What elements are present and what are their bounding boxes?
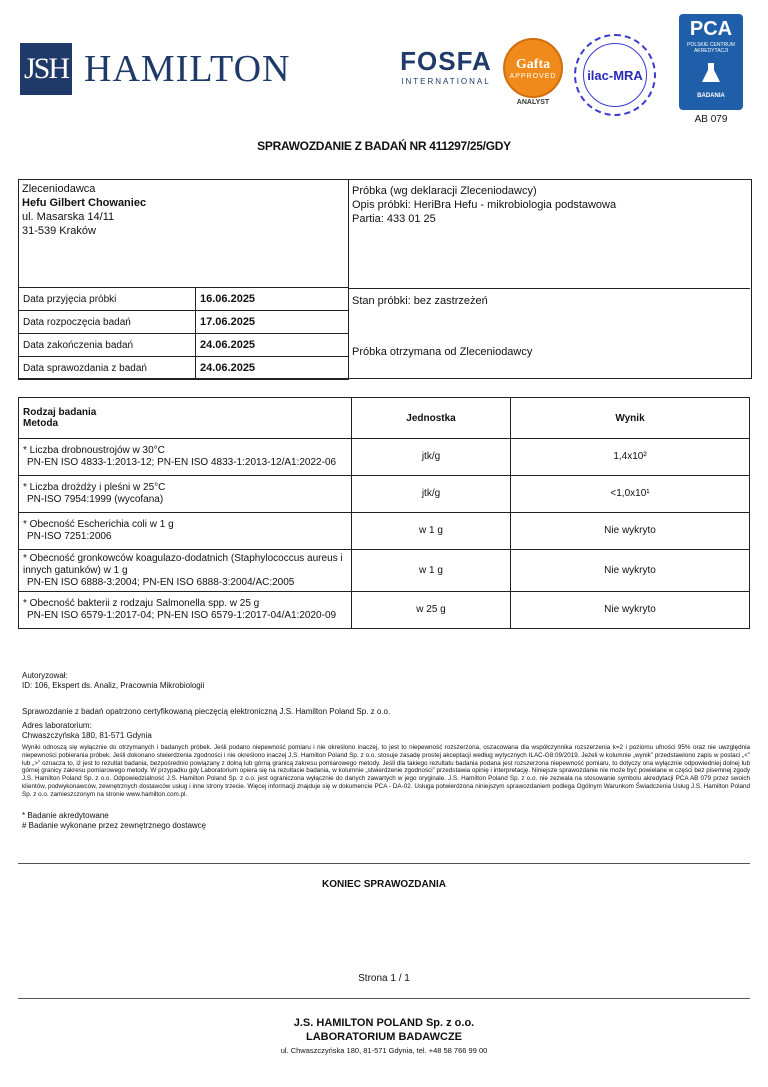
- header-unit: Jednostka: [352, 398, 511, 439]
- date-value: 17.06.2025: [196, 311, 349, 334]
- result-cell: 1,4x10²: [511, 439, 750, 476]
- flask-icon: [698, 60, 724, 86]
- test-name: * Obecność gronkowców koagulazo-dodatnich (Staphylococcus aureus i innych gatunków) w 1 g: [23, 552, 343, 576]
- date-label: Data rozpoczęcia badań: [19, 311, 196, 334]
- table-row: [19, 550, 750, 592]
- header-method-label: Metoda: [23, 418, 58, 429]
- test-method: PN-ISO 7954:1999 (wycofana): [27, 494, 164, 505]
- results-header-row: [19, 398, 750, 439]
- sample-received-from: Próbka otrzymana od Zleceniodawcy: [352, 346, 533, 358]
- result-cell: Nie wykryto: [511, 592, 750, 629]
- test-method: PN-EN ISO 4833-1:2013-12; PN-EN ISO 4833-1:2013-12/A1:2022-06: [27, 457, 337, 468]
- result-cell: Nie wykryto: [511, 513, 750, 550]
- table-row: [19, 513, 750, 550]
- date-value: 16.06.2025: [196, 288, 349, 311]
- ilac-mra-logo: [574, 34, 656, 116]
- test-method: PN-EN ISO 6579-1:2017-04; PN-EN ISO 6579-1:2017-04/A1:2020-09: [27, 610, 337, 621]
- page-number: Strona 1 / 1: [358, 973, 410, 984]
- unit-cell: w 1 g: [352, 550, 511, 592]
- lab-address-label: Adres laboratorium:: [22, 721, 92, 730]
- client-name: Hefu Gilbert Chowaniec: [22, 197, 147, 209]
- header-result: Wynik: [511, 398, 750, 439]
- test-cell: [19, 476, 352, 513]
- test-name: * Obecność Escherichia coli w 1 g: [23, 519, 174, 530]
- pca-subtitle: POLSKIE CENTRUM AKREDYTACJI: [687, 42, 735, 54]
- client-street: ul. Masarska 14/11: [22, 211, 115, 223]
- signature-note: Sprawozdanie z badań opatrzono certyfikowaną pieczęcią elektroniczną J.S. Hamilton Poland Sp. z o.o.: [22, 707, 391, 716]
- date-label: Data sprawozdania z badań: [19, 357, 196, 380]
- unit-cell: w 1 g: [352, 513, 511, 550]
- result-cell: <1,0x10¹: [511, 476, 750, 513]
- test-cell: [19, 592, 352, 629]
- authorized-by: ID: 106, Ekspert ds. Analiz, Pracownia Mikrobiologii: [22, 681, 205, 690]
- end-of-report: KONIEC SPRAWOZDANIA: [322, 879, 446, 890]
- disclaimer: Wyniki odnoszą się wyłącznie do otrzymanych i badanych próbek. Jeśli podano niepewność pomiaru i nie określono inaczej, to jest to niepewność rozszerzona, oszacowana dla współczynnika rozszerzenia k=2 i poziomu ufności 95% oraz nie uwzględnia niepewności pobierania próbek. Jeśli dokonano stwierdzenia zgodności i nie określono inaczej J.S. Hamilton Poland Sp. z o.o. stosuje zasadę prostej akceptacji według wytycznych ILAC-G8:09/2019. Jeżeli w kolumnie „wynik” przedstawiono zapis w postaci „<” lub „>” oznacza to, iż jest to rezultat badania, bezpośrednio powiązany z dolną lub górną granicą zakresu pomiarowego metody. Jeśli dla takiego rezultatu badania podana jest rozszerzona niepewność pomiaru, to dotyczy ona wyłącznie odpowiedniej dolnej lub górnej granicy zakresu pomiarowego metody. W przypadku gdy Laboratorium opiera się na rezultacie badania, w kolumnie „stwierdzenie zgodności” przedstawia opinię i interpretację. Niniejsze sprawozdanie nie może być powielane w części bez pisemnej zgody J.S. Hamilton Poland Sp. z o.o. Odpowiedzialność J.S. Hamilton Poland Sp. z o.o. jest ograniczona wyłącznie do danych zawartych w jego oryginale. J.S. Hamilton Poland Sp. z o.o. nie zezwala na stosowanie symbolu akredytacji PCA AB 079 przez swoich klientów, podwykonawców, zewnętrznych dostawców usług i inne strony trzecie. Więcej informacji znajduje się w dokumencie PCA - DA-02. Usługa potwierdzona niniejszym sprawozdaniem podlega Ogólnym Warunkom Świadczenia Usług J.S. Hamilton Poland Sp. z o.o. zamieszczonym na stronie www.hamilton.com.pl.: [22, 744, 750, 798]
- gafta-approved: APPROVED: [509, 72, 557, 80]
- date-row: [19, 288, 349, 311]
- sample-batch: Partia: 433 01 25: [352, 213, 436, 225]
- table-row: [19, 439, 750, 476]
- date-row: [19, 334, 349, 357]
- table-row: [19, 476, 750, 513]
- divider: [18, 998, 750, 999]
- note-accredited: * Badanie akredytowane: [22, 811, 109, 820]
- test-name: * Liczba drobnoustrojów w 30°C: [23, 445, 165, 456]
- gafta-analyst: ANALYST: [516, 99, 550, 106]
- date-value: 24.06.2025: [196, 334, 349, 357]
- report-title: SPRAWOZDANIE Z BADAŃ NR 411297/25/GDY: [257, 139, 511, 153]
- fosfa-subtitle: INTERNATIONAL: [401, 77, 491, 86]
- header-test-type: [19, 398, 352, 439]
- test-cell: [19, 550, 352, 592]
- result-cell: Nie wykryto: [511, 550, 750, 592]
- test-method: PN-EN ISO 6888-3:2004; PN-EN ISO 6888-3:2004/AC:2005: [27, 576, 295, 588]
- gafta-name: Gafta: [515, 56, 551, 72]
- sample-description: Opis próbki: HeriBra Hefu - mikrobiologia podstawowa: [352, 199, 617, 211]
- date-label: Data przyjęcia próbki: [19, 288, 196, 311]
- dates-table: [18, 287, 349, 380]
- ilac-mra-text: ilac-MRA: [583, 43, 647, 107]
- test-name: * Liczba drożdży i pleśni w 25°C: [23, 482, 166, 493]
- authorized-label: Autoryzował:: [22, 671, 68, 680]
- gafta-badge: [503, 38, 563, 98]
- note-external: # Badanie wykonane przez zewnętrznego dostawcę: [22, 821, 207, 830]
- company-footer: [0, 1016, 768, 1044]
- hamilton-logo: [20, 40, 310, 98]
- test-name: * Obecność bakterii z rodzaju Salmonella spp. w 25 g: [23, 598, 260, 609]
- accreditation-number: AB 079: [694, 114, 728, 125]
- sample-block: [352, 184, 747, 226]
- unit-cell: jtk/g: [352, 439, 511, 476]
- date-row: [19, 357, 349, 380]
- date-label: Data zakończenia badań: [19, 334, 196, 357]
- jsh-monogram: JSH: [20, 43, 72, 95]
- date-row: [19, 311, 349, 334]
- sample-label: Próbka (wg deklaracji Zleceniodawcy): [352, 185, 537, 197]
- date-value: 24.06.2025: [196, 357, 349, 380]
- pca-logo: [679, 14, 743, 110]
- test-method: PN-ISO 7251:2006: [27, 531, 112, 542]
- company-name: J.S. HAMILTON POLAND Sp. z o.o.: [293, 1017, 475, 1029]
- test-cell: [19, 513, 352, 550]
- client-city: 31-539 Kraków: [22, 225, 96, 237]
- unit-cell: jtk/g: [352, 476, 511, 513]
- divider: [18, 863, 750, 864]
- header-test-type-label: Rodzaj badania: [23, 407, 97, 418]
- sample-condition: Stan próbki: bez zastrzeżeń: [352, 295, 488, 307]
- pca-title: PCA: [689, 18, 733, 40]
- pca-badania: BADANIA: [697, 93, 725, 99]
- client-block: [22, 182, 342, 238]
- company-wordmark: HAMILTON: [84, 48, 291, 90]
- lab-address: Chwaszczyńska 180, 81-571 Gdynia: [22, 731, 152, 740]
- box-divider-horizontal: [349, 288, 750, 289]
- client-label: Zleceniodawca: [22, 183, 96, 195]
- company-lab: LABORATORIUM BADAWCZE: [305, 1031, 463, 1043]
- company-address: ul. Chwaszczyńska 180, 81-571 Gdynia, tel. +48 58 766 99 00: [280, 1046, 488, 1055]
- fosfa-logo: [396, 48, 496, 90]
- unit-cell: w 25 g: [352, 592, 511, 629]
- gafta-logo: [503, 38, 563, 106]
- fosfa-wordmark: FOSFA: [400, 46, 492, 76]
- table-row: [19, 592, 750, 629]
- results-table: [18, 397, 750, 629]
- test-cell: [19, 439, 352, 476]
